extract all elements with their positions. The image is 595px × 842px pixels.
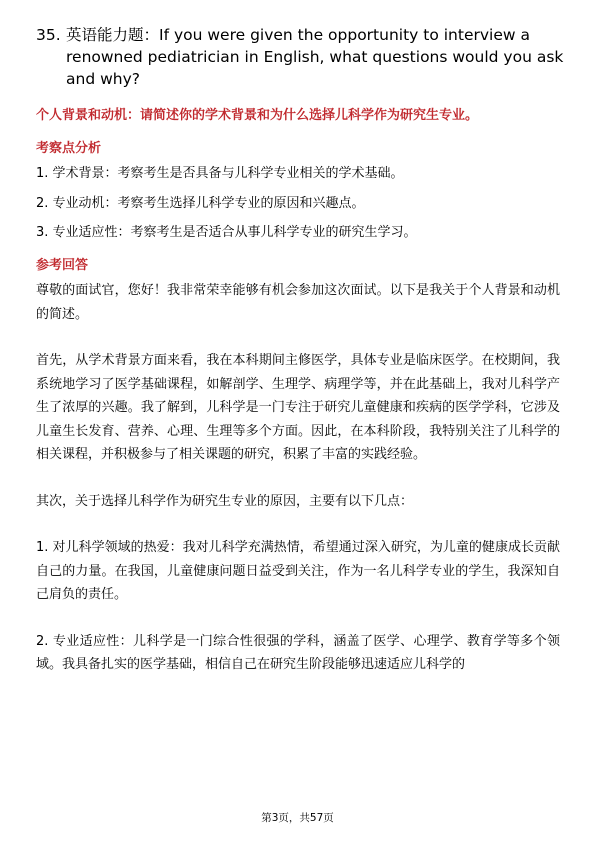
answer-paragraph: 1. 对儿科学领域的热爱：我对儿科学充满热情，希望通过深入研究，为儿童的健康成长贡献自己的力量。在我国，儿童健康问题日益受到关注，作为一名儿科学专业的学生，我深知自己肩负的责任。: [36, 540, 560, 602]
analysis-points: [36, 162, 560, 245]
answer-paragraph: 2. 专业适应性：儿科学是一门综合性很强的学科，涵盖了医学、心理学、教育学等多个领域。我具备扎实的医学基础，相信自己在研究生阶段能够迅速适应儿科学的: [36, 633, 560, 672]
page-footer: 第3页，共57页: [261, 812, 334, 824]
analysis-heading: 考察点分析: [36, 140, 102, 156]
question-text: 英语能力题：If you were given the opportunity to interview a renowned pediatrician in English, what questions would you ask and why?: [66, 26, 564, 88]
analysis-point: 3. 专业适应性：考察考生是否适合从事儿科学专业的研究生学习。: [36, 225, 417, 240]
answer-paragraph: 尊敬的面试官，您好！我非常荣幸能够有机会参加这次面试。以下是我关于个人背景和动机的简述。: [36, 283, 560, 322]
answer-content: [36, 104, 560, 677]
question-number: 35.: [36, 26, 61, 44]
section-heading: 个人背景和动机：请简述你的学术背景和为什么选择儿科学作为研究生专业。: [36, 108, 479, 123]
analysis-point: 2. 专业动机：考察考生选择儿科学专业的原因和兴趣点。: [36, 195, 365, 211]
answer-paragraph: 首先，从学术背景方面来看，我在本科期间主修医学，具体专业是临床医学。在校期间，我系统地学习了医学基础课程，如解剖学、生理学、病理学等，并在此基础上，我对儿科学产生了浓厚的兴趣。我了解到，儿科学是一门专注于研究儿童健康和疾病的医学学科，它涉及儿童生长发育、营养、心理、生理等多个方面。因此，在本科阶段，我特别关注了儿科学的相关课程，并积极参与了相关课题的研究，积累了丰富的实践经验。: [36, 353, 560, 462]
answer-paragraph: 其次，关于选择儿科学作为研究生专业的原因，主要有以下几点：: [36, 493, 414, 509]
analysis-point: 1. 学术背景：考察考生是否具备与儿科学专业相关的学术基础。: [36, 166, 404, 181]
answer-heading: 参考回答: [36, 257, 89, 273]
question: [36, 24, 566, 90]
